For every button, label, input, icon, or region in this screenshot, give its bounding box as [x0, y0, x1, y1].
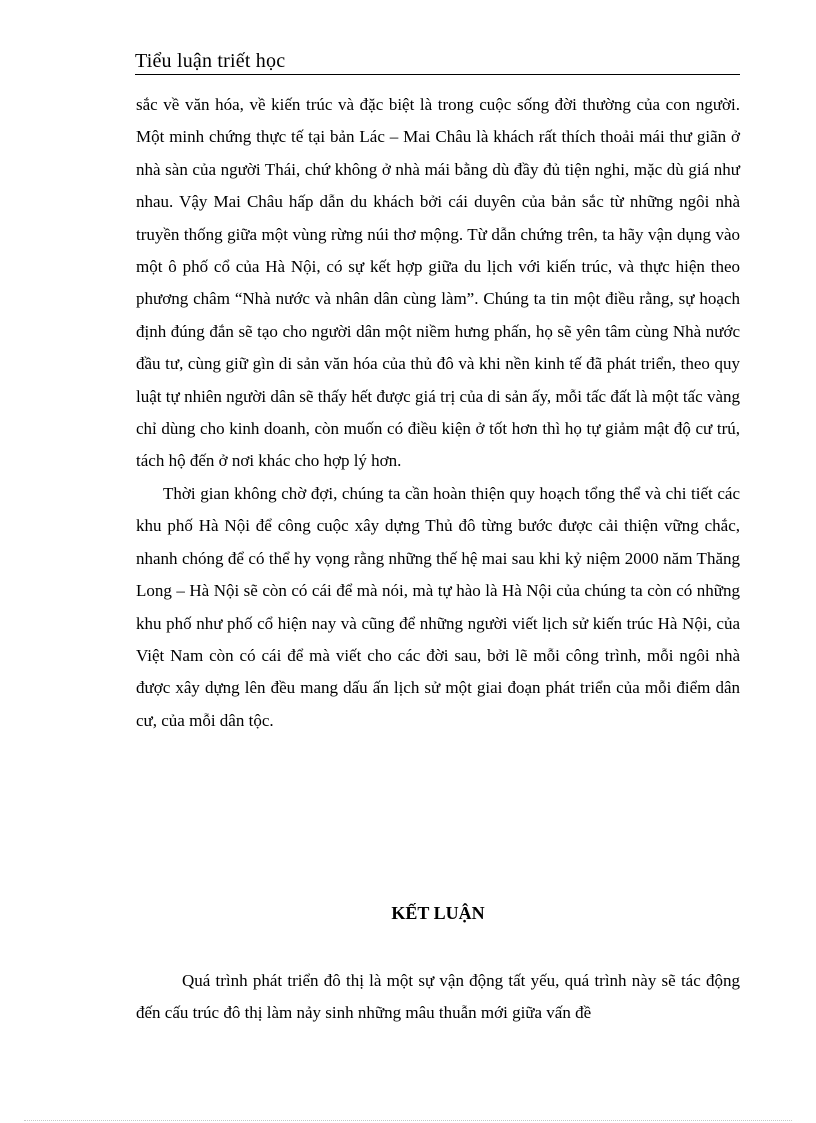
header-title: Tiểu luận triết học — [135, 50, 286, 72]
page-bottom-rule — [24, 1120, 792, 1121]
conclusion-section — [136, 965, 740, 1030]
conclusion-heading: KẾT LUẬN — [391, 903, 485, 923]
page-header — [135, 48, 740, 75]
conclusion-paragraph-1: Quá trình phát triển đô thị là một sự vận động tất yếu, quá trình này sẽ tác động đến cấu trúc đô thị làm nảy sinh những mâu thuẫn mới giữa vấn đề — [136, 971, 740, 1023]
body-text — [136, 89, 740, 737]
body-paragraph-1: sắc về văn hóa, về kiến trúc và đặc biệt là trong cuộc sống đời thường của con người. Một minh chứng thực tế tại bản Lác – Mai Châu là khách rất thích thoải mái thư giãn ở nhà sàn của người Thái, chứ không ở nhà mái bằng dù đầy đủ tiện nghi, mặc dù giá như nhau. Vậy Mai Châu hấp dẫn du khách bởi cái duyên của bản sắc từ những ngôi nhà truyền thống giữa một vùng rừng núi thơ mộng. Từ dẫn chứng trên, ta hãy vận dụng vào một ô phố cổ của Hà Nội, có sự kết hợp giữa du lịch với kiến trúc, và thực hiện theo phương châm “Nhà nước và nhân dân cùng làm”. Chúng ta tin một điều rằng, sự hoạch định đúng đắn sẽ tạo cho người dân một niềm hưng phấn, họ sẽ yên tâm cùng Nhà nước đầu tư, cùng giữ gìn di sản văn hóa của thủ đô và khi nền kinh tế đã phát triển, theo quy luật tự nhiên người dân sẽ thấy hết được giá trị của di sản ấy, mỗi tấc đất là một tấc vàng chỉ dùng cho kinh doanh, còn muốn có điều kiện ở tốt hơn thì họ tự giảm mật độ cư trú, tách hộ đến ở nơi khác cho hợp lý hơn. — [136, 95, 740, 471]
body-paragraph-2: Thời gian không chờ đợi, chúng ta cần hoàn thiện quy hoạch tổng thể và chi tiết các khu phố Hà Nội để công cuộc xây dựng Thủ đô từng bước được cải thiện vững chắc, nhanh chóng để có thể hy vọng rằng những thế hệ mai sau khi kỷ niệm 2000 năm Thăng Long – Hà Nội sẽ còn có cái để mà nói, mà tự hào là Hà Nội của chúng ta còn có những khu phố như phố cổ hiện nay và cũng để những người viết lịch sử kiến trúc Hà Nội, của Việt Nam còn có cái để mà viết cho các đời sau, bởi lẽ mỗi công trình, mỗi ngôi nhà được xây dựng lên đều mang dấu ấn lịch sử một giai đoạn phát triển của mỗi điểm dân cư, của mỗi dân tộc. — [136, 483, 740, 730]
